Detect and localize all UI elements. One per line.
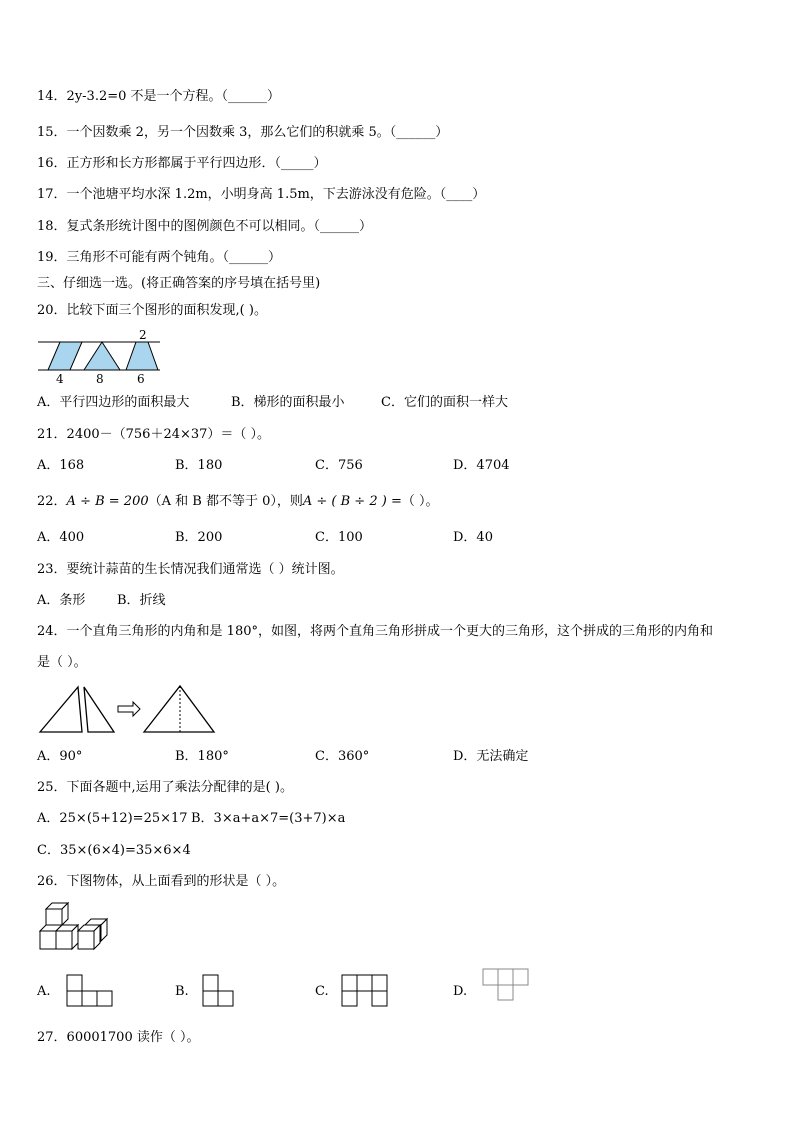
question-18: 18．复式条形统计图中的图例颜色不可以相同。（______）	[37, 219, 373, 234]
label-base-6: 6	[137, 372, 145, 386]
q21-option-b[interactable]: B．180	[175, 458, 223, 473]
q20-option-b[interactable]: B．梯形的面积最小	[231, 395, 345, 410]
q26-option-c-shape[interactable]	[341, 974, 391, 1008]
q23-option-b[interactable]: B．折线	[117, 593, 166, 608]
q26-option-d-shape[interactable]	[482, 968, 532, 1002]
q22-blank: （ ）。	[401, 494, 439, 509]
q24-option-c[interactable]: C．360°	[315, 749, 370, 764]
question-22	[37, 493, 438, 511]
triangle-shape	[84, 342, 120, 370]
question-17: 17．一个池塘平均水深 1.2m，小明身高 1.5m，下去游泳没有危险。（____）	[37, 187, 486, 202]
section-heading-3: 三、仔细选一选。(将正确答案的序号填在括号里)	[37, 276, 321, 291]
q26-option-a-shape[interactable]	[66, 974, 114, 1008]
q22-option-d[interactable]: D．40	[453, 530, 493, 545]
q26-option-c[interactable]: C.	[315, 984, 329, 999]
q20-figure	[38, 328, 163, 388]
q24-option-d[interactable]: D．无法确定	[453, 749, 529, 764]
question-14: 14．2y-3.2=0 不是一个方程。（______）	[37, 89, 281, 104]
q24-option-b[interactable]: B．180°	[175, 749, 229, 764]
q20-option-c[interactable]: C．它们的面积一样大	[381, 395, 508, 410]
q26-option-b[interactable]: B.	[175, 984, 189, 999]
q22-expression: A ÷ B = 200	[66, 494, 149, 509]
parallelogram-shape	[48, 342, 82, 370]
label-base-8: 8	[96, 372, 104, 386]
right-triangle-right	[84, 687, 114, 732]
question-25: 25．下面各题中,运用了乘法分配律的是( )。	[37, 780, 293, 795]
q24-figure	[38, 684, 218, 736]
q22-condition: （A 和 B 都不等于 0），则	[148, 494, 303, 509]
q23-option-a[interactable]: A．条形	[37, 593, 86, 608]
question-24-line-1: 24．一个直角三角形的内角和是 180°，如图，将两个直角三角形拼成一个更大的三角形，这个拼成的三角形的内角和	[37, 624, 713, 639]
q21-option-c[interactable]: C．756	[315, 458, 363, 473]
q22-expression-2: A ÷ ( B ÷ 2 ) =	[302, 494, 402, 509]
arrow-right-icon	[118, 702, 140, 716]
question-21: 21．2400－（756＋24×37）＝（ ）。	[37, 427, 271, 442]
question-27: 27．60001700 读作（ ）。	[37, 1030, 200, 1045]
q21-option-a[interactable]: A．168	[37, 458, 85, 473]
label-top-2: 2	[139, 328, 147, 342]
q25-option-c[interactable]: C．35×(6×4)=35×6×4	[37, 843, 191, 858]
q20-option-a[interactable]: A．平行四边形的面积最大	[37, 395, 190, 410]
question-16: 16．正方形和长方形都属于平行四边形．（_____）	[37, 156, 327, 171]
q22-option-b[interactable]: B．200	[175, 530, 223, 545]
q25-option-b[interactable]: B．3×a+a×7=(3+7)×a	[191, 811, 346, 826]
q25-option-a[interactable]: A．25×(5+12)=25×17	[37, 811, 188, 826]
q26-cube-figure	[38, 900, 110, 954]
question-23: 23．要统计蒜苗的生长情况我们通常选（ ）统计图。	[37, 562, 344, 577]
right-triangle-left	[40, 687, 82, 732]
question-20: 20．比较下面三个图形的面积发现,( )。	[37, 303, 267, 318]
q24-option-a[interactable]: A．90°	[37, 749, 83, 764]
q22-option-a[interactable]: A．400	[37, 530, 85, 545]
trapezoid-shape	[126, 342, 158, 370]
combined-triangle	[144, 686, 214, 732]
q21-option-d[interactable]: D．4704	[453, 458, 510, 473]
q22-number: 22．	[37, 494, 67, 509]
q26-option-b-shape[interactable]	[202, 974, 236, 1008]
question-26: 26．下图物体，从上面看到的形状是（ ）。	[37, 874, 286, 889]
question-24-line-2: 是（ ）。	[37, 655, 87, 670]
q26-option-d[interactable]: D.	[453, 984, 468, 999]
label-base-4: 4	[56, 372, 64, 386]
q26-option-a[interactable]: A.	[37, 984, 51, 999]
question-15: 15．一个因数乘 2，另一个因数乘 3，那么它们的积就乘 5。（______）	[37, 125, 449, 140]
q22-option-c[interactable]: C．100	[315, 530, 363, 545]
question-19: 19．三角形不可能有两个钝角。（______）	[37, 250, 282, 265]
